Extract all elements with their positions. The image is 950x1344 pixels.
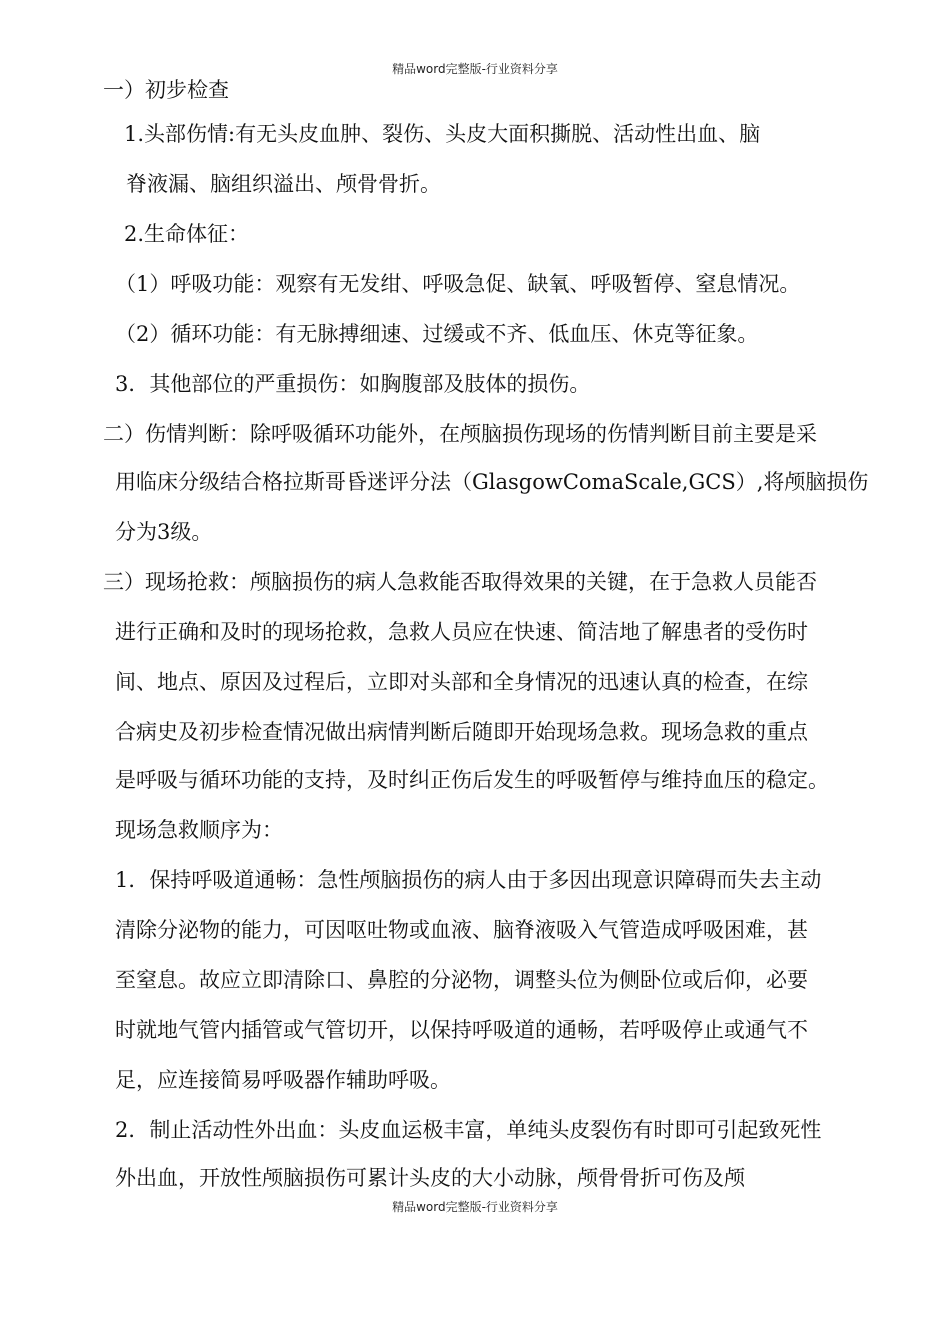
paragraph-line: 至窒息。故应立即清除口、鼻腔的分泌物，调整头位为侧卧位或后仰，必要 [115, 968, 808, 992]
page-header: 精品word完整版-行业资料分享 [392, 62, 558, 76]
section-heading-3: 三）现场抢救：颅脑损伤的病人急救能否取得效果的关键，在于急救人员能否 [103, 570, 817, 594]
paragraph-line: 分为3级。 [115, 520, 213, 544]
paragraph-line: 脊液漏、脑组织溢出、颅骨骨折。 [126, 172, 441, 196]
paragraph-line: 合病史及初步检查情况做出病情判断后随即开始现场急救。现场急救的重点 [115, 720, 808, 744]
section-heading-2: 二）伤情判断：除呼吸循环功能外，在颅脑损伤现场的伤情判断目前主要是采 [103, 422, 817, 446]
paragraph-line: （1）呼吸功能：观察有无发绀、呼吸急促、缺氧、呼吸暂停、窒息情况。 [115, 272, 801, 296]
paragraph-line: 1．保持呼吸道通畅：急性颅脑损伤的病人由于多因出现意识障碍而失去主动 [115, 868, 822, 892]
section-heading-1: 一）初步检查 [103, 78, 229, 102]
paragraph-line: 2.生命体征： [124, 222, 250, 246]
paragraph-line: 清除分泌物的能力，可因呕吐物或血液、脑脊液吸入气管造成呼吸困难，甚 [115, 918, 808, 942]
paragraph-line: 是呼吸与循环功能的支持，及时纠正伤后发生的呼吸暂停与维持血压的稳定。 [115, 768, 829, 792]
paragraph-line: 2．制止活动性外出血：头皮血运极丰富，单纯头皮裂伤有时即可引起致死性 [115, 1118, 822, 1142]
paragraph-line: 1.头部伤情:有无头皮血肿、裂伤、头皮大面积撕脱、活动性出血、脑 [124, 122, 761, 146]
paragraph-line: 间、地点、原因及过程后，立即对头部和全身情况的迅速认真的检查，在综 [115, 670, 808, 694]
paragraph-line: 现场急救顺序为： [115, 818, 283, 842]
paragraph-line: 足，应连接简易呼吸器作辅助呼吸。 [115, 1068, 451, 1092]
paragraph-line: 时就地气管内插管或气管切开，以保持呼吸道的通畅，若呼吸停止或通气不 [115, 1018, 808, 1042]
paragraph-line: 用临床分级结合格拉斯哥昏迷评分法（GlasgowComaScale,GCS）,将颅脑损伤 [115, 470, 869, 494]
paragraph-line: 3．其他部位的严重损伤：如胸腹部及肢体的损伤。 [115, 372, 591, 396]
paragraph-line: 外出血，开放性颅脑损伤可累计头皮的大小动脉，颅骨骨折可伤及颅 [115, 1166, 745, 1190]
paragraph-line: 进行正确和及时的现场抢救，急救人员应在快速、简洁地了解患者的受伤时 [115, 620, 808, 644]
paragraph-line: （2）循环功能：有无脉搏细速、过缓或不齐、低血压、休克等征象。 [115, 322, 759, 346]
page-footer: 精品word完整版-行业资料分享 [392, 1200, 558, 1214]
